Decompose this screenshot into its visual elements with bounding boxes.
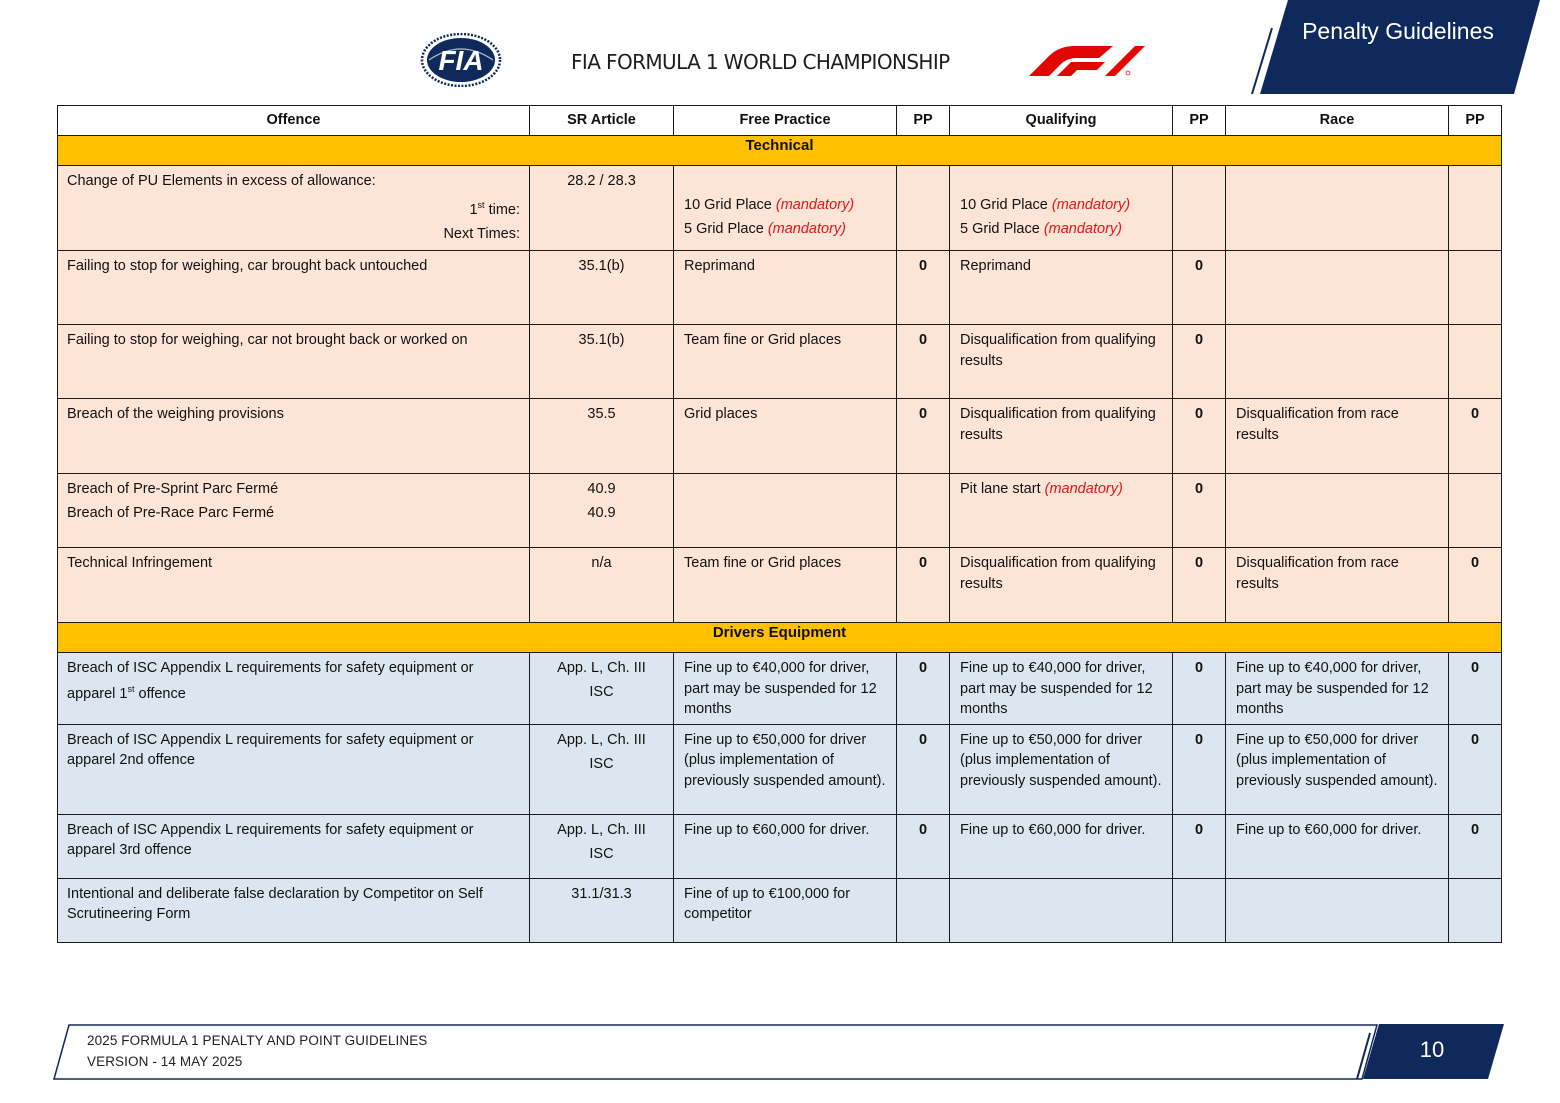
- table-row: [58, 251, 1502, 325]
- race-pp-cell: 0: [1449, 724, 1502, 814]
- sr-article-cell: 31.1/31.3: [530, 878, 674, 942]
- race-cell: Disqualification from race results: [1226, 548, 1449, 623]
- table-row: [58, 166, 1502, 251]
- offence-line: Breach of Pre-Race Parc Fermé: [67, 505, 275, 521]
- sr-article-cell: 35.1(b): [530, 251, 674, 325]
- race-pp-cell: 0: [1449, 653, 1502, 725]
- col-header-race: Race: [1226, 106, 1449, 136]
- f1-logo: [1027, 44, 1147, 78]
- fp-pp-cell: 0: [897, 399, 950, 474]
- q-pp-cell: 0: [1173, 251, 1226, 325]
- sr-line: App. L, Ch. III: [557, 821, 646, 838]
- sr-line: App. L, Ch. III: [557, 731, 646, 748]
- free-practice-cell: Fine of up to €100,000 for competitor: [674, 878, 897, 942]
- mandatory-note: (mandatory): [1044, 481, 1123, 497]
- free-practice-cell: Reprimand: [674, 251, 897, 325]
- col-header-sr-article: SR Article: [530, 106, 674, 136]
- section-row-technical: [58, 136, 1502, 166]
- sr-line: ISC: [589, 684, 614, 700]
- q-pp-cell: 0: [1173, 548, 1226, 623]
- offence-first-time: 1st time:: [469, 200, 520, 218]
- race-pp-cell: 0: [1449, 399, 1502, 474]
- fp-pp-cell: [897, 166, 950, 251]
- q-pp-cell: 0: [1173, 724, 1226, 814]
- fia-logo-lettering: FIA: [438, 45, 484, 76]
- free-practice-cell: Fine up to €50,000 for driver (plus implementation of previously suspended amount).: [674, 724, 897, 814]
- championship-title: FIA FORMULA 1 WORLD CHAMPIONSHIP: [571, 50, 950, 74]
- table-row: [58, 724, 1502, 814]
- race-cell: [1226, 474, 1449, 548]
- table-row: [58, 814, 1502, 878]
- fp-pp-cell: 0: [897, 653, 950, 725]
- table-row: [58, 399, 1502, 474]
- offence-cell: Failing to stop for weighing, car not brought back or worked on: [58, 325, 530, 399]
- sr-article-cell: 35.1(b): [530, 325, 674, 399]
- race-pp-cell: [1449, 878, 1502, 942]
- free-practice-cell: [674, 166, 897, 251]
- fp-penalty-1: 10 Grid Place: [684, 197, 772, 213]
- q-pp-cell: 0: [1173, 399, 1226, 474]
- fp-pp-cell: 0: [897, 325, 950, 399]
- race-pp-cell: 0: [1449, 548, 1502, 623]
- free-practice-cell: Team fine or Grid places: [674, 325, 897, 399]
- offence-cell: Breach of the weighing provisions: [58, 399, 530, 474]
- offence-cell: [58, 166, 530, 251]
- fp-pp-cell: 0: [897, 251, 950, 325]
- table-row: [58, 548, 1502, 623]
- fp-pp-cell: 0: [897, 548, 950, 623]
- q-pp-cell: 0: [1173, 814, 1226, 878]
- offence-text: Change of PU Elements in excess of allowance:: [67, 173, 376, 189]
- table-row: [58, 878, 1502, 942]
- q-penalty-2: 5 Grid Place: [960, 221, 1040, 237]
- sr-article-cell: n/a: [530, 548, 674, 623]
- qualifying-cell: Fine up to €40,000 for driver, part may be suspended for 12 months: [950, 653, 1173, 725]
- sr-line: 40.9: [587, 481, 616, 497]
- mandatory-note: (mandatory): [1043, 221, 1122, 237]
- sr-line: 40.9: [587, 505, 616, 521]
- race-cell: Fine up to €50,000 for driver (plus implementation of previously suspended amount).: [1226, 724, 1449, 814]
- sr-article-cell: [530, 653, 674, 725]
- race-pp-cell: [1449, 325, 1502, 399]
- ordinal-suffix: st: [127, 683, 135, 694]
- offence-next-times: Next Times:: [443, 225, 520, 242]
- offence-cell: Intentional and deliberate false declaration by Competitor on Self Scrutineering Form: [58, 878, 530, 942]
- offence-line: Breach of Pre-Sprint Parc Fermé: [67, 481, 279, 497]
- col-header-offence: Offence: [58, 106, 530, 136]
- mandatory-note: (mandatory): [767, 221, 846, 237]
- free-practice-cell: [674, 474, 897, 548]
- sr-line: ISC: [589, 755, 614, 772]
- offence-cell: Breach of ISC Appendix L requirements for safety equipment or apparel 3rd offence: [58, 814, 530, 878]
- sr-line: App. L, Ch. III: [557, 660, 646, 676]
- race-pp-cell: [1449, 474, 1502, 548]
- fp-pp-cell: [897, 878, 950, 942]
- page-number: 10: [1419, 1037, 1445, 1062]
- offence-text-end: offence: [134, 685, 186, 702]
- qualifying-cell: Fine up to €60,000 for driver.: [950, 814, 1173, 878]
- fp-penalty-2: 5 Grid Place: [684, 221, 764, 237]
- sr-article-cell: 35.5: [530, 399, 674, 474]
- fp-pp-cell: 0: [897, 814, 950, 878]
- table-row: [58, 653, 1502, 725]
- qualifying-cell: Disqualification from qualifying results: [950, 325, 1173, 399]
- q-pp-cell: 0: [1173, 325, 1226, 399]
- qualifying-cell: [950, 166, 1173, 251]
- sr-line: ISC: [589, 845, 614, 862]
- race-pp-cell: [1449, 251, 1502, 325]
- table-row: [58, 474, 1502, 548]
- col-header-pp: PP: [1449, 106, 1502, 136]
- qualifying-cell: [950, 878, 1173, 942]
- free-practice-cell: Fine up to €60,000 for driver.: [674, 814, 897, 878]
- mandatory-note: (mandatory): [1051, 197, 1131, 213]
- penalty-table: [57, 105, 1502, 943]
- col-header-free-practice: Free Practice: [674, 106, 897, 136]
- fp-pp-cell: [897, 474, 950, 548]
- q-penalty-1: 10 Grid Place: [960, 197, 1048, 213]
- qualifying-cell: Disqualification from qualifying results: [950, 399, 1173, 474]
- offence-cell: [58, 474, 530, 548]
- race-cell: Fine up to €40,000 for driver, part may be suspended for 12 months: [1226, 653, 1449, 725]
- race-pp-cell: 0: [1449, 814, 1502, 878]
- free-practice-cell: Fine up to €40,000 for driver, part may be suspended for 12 months: [674, 653, 897, 725]
- section-title: Technical: [58, 136, 1502, 166]
- q-pp-cell: [1173, 878, 1226, 942]
- sr-article-cell: 28.2 / 28.3: [530, 166, 674, 251]
- col-header-qualifying: Qualifying: [950, 106, 1173, 136]
- footer-banner: [52, 1023, 1512, 1083]
- col-header-pp: PP: [897, 106, 950, 136]
- section-title: Drivers Equipment: [58, 623, 1502, 653]
- sr-article-cell: [530, 474, 674, 548]
- offence-cell: Breach of ISC Appendix L requirements for safety equipment or apparel 2nd offence: [58, 724, 530, 814]
- race-cell: [1226, 878, 1449, 942]
- race-cell: Fine up to €60,000 for driver.: [1226, 814, 1449, 878]
- offence-cell: [58, 653, 530, 725]
- section-row-drivers-equipment: [58, 623, 1502, 653]
- race-cell: [1226, 251, 1449, 325]
- offence-cell: Failing to stop for weighing, car brought back untouched: [58, 251, 530, 325]
- race-cell: [1226, 325, 1449, 399]
- qualifying-cell: [950, 474, 1173, 548]
- race-cell: [1226, 166, 1449, 251]
- q-pp-cell: 0: [1173, 653, 1226, 725]
- offence-cell: Technical Infringement: [58, 548, 530, 623]
- col-header-pp: PP: [1173, 106, 1226, 136]
- q-pp-cell: 0: [1173, 474, 1226, 548]
- free-practice-cell: Grid places: [674, 399, 897, 474]
- qualifying-cell: Reprimand: [950, 251, 1173, 325]
- offence-text: Breach of ISC Appendix L requirements for safety equipment or apparel 1: [67, 660, 474, 702]
- penalty-guidelines-title: Penalty Guidelines: [1302, 18, 1494, 44]
- free-practice-cell: Team fine or Grid places: [674, 548, 897, 623]
- sr-article-cell: [530, 724, 674, 814]
- table-header-row: [58, 106, 1502, 136]
- footer-document-title: 2025 FORMULA 1 PENALTY AND POINT GUIDELINES: [87, 1033, 428, 1048]
- table-row: [58, 325, 1502, 399]
- race-pp-cell: [1449, 166, 1502, 251]
- sr-article-cell: [530, 814, 674, 878]
- q-penalty: Pit lane start: [960, 481, 1041, 497]
- qualifying-cell: Disqualification from qualifying results: [950, 548, 1173, 623]
- q-pp-cell: [1173, 166, 1226, 251]
- fia-logo: [420, 33, 502, 87]
- footer-version: VERSION - 14 MAY 2025: [87, 1054, 243, 1069]
- qualifying-cell: Fine up to €50,000 for driver (plus implementation of previously suspended amount).: [950, 724, 1173, 814]
- fp-pp-cell: 0: [897, 724, 950, 814]
- penalty-tab-background: [1250, 0, 1540, 96]
- race-cell: Disqualification from race results: [1226, 399, 1449, 474]
- mandatory-note: (mandatory): [775, 197, 855, 213]
